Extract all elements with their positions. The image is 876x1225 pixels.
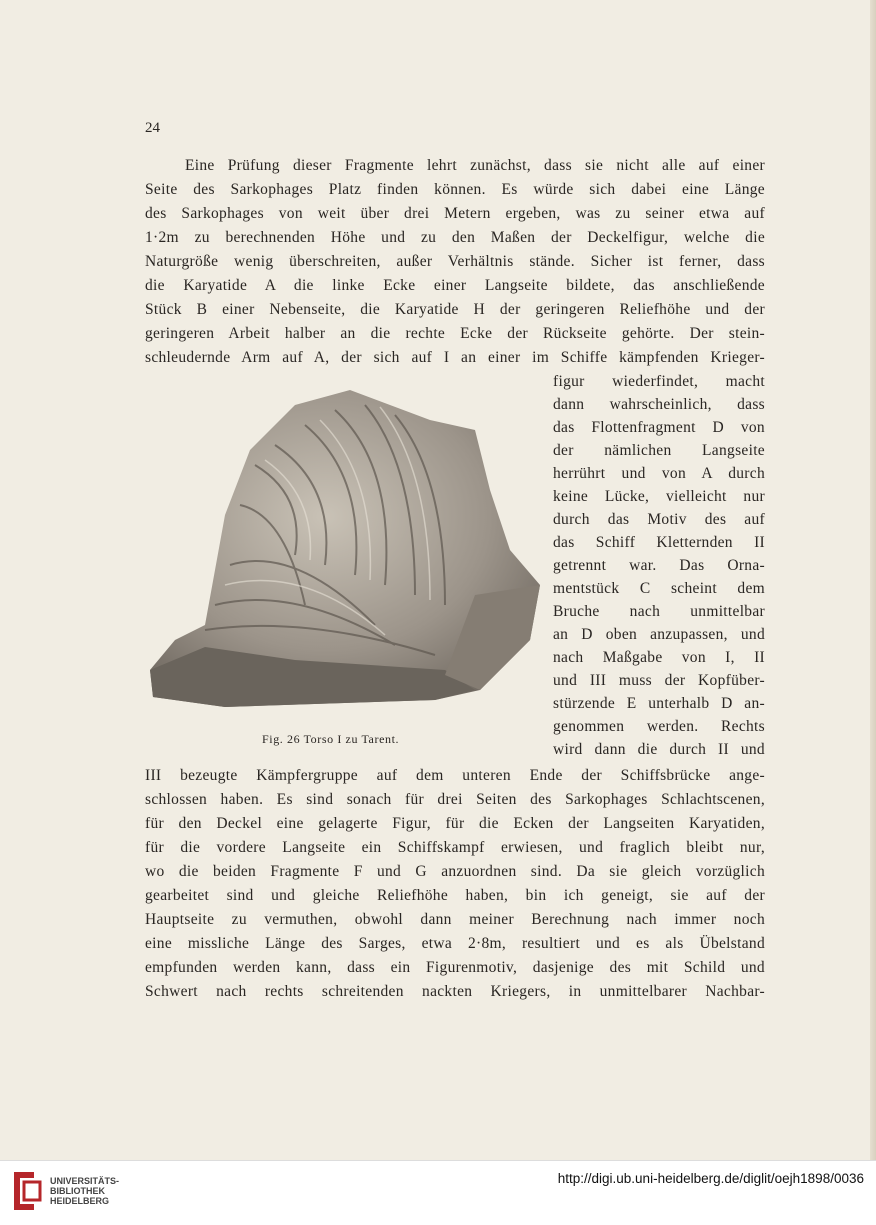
text-line: stürzende E unterhalb D an- — [553, 695, 765, 712]
text-line: Bruche nach unmittelbar — [553, 603, 765, 620]
library-name-line: HEIDELBERG — [50, 1196, 110, 1206]
text-line: keine Lücke, vielleicht nur — [553, 488, 765, 505]
text-line: und III muss der Kopfüber- — [553, 672, 765, 689]
text-line: eine missliche Länge des Sarges, etwa 2·8m, resultiert und es als Übelstand — [145, 935, 765, 952]
footer-bar — [0, 1160, 876, 1225]
text-line: durch das Motiv des auf — [553, 511, 765, 528]
text-line: Hauptseite zu vermuthen, obwohl dann meiner Berechnung nach immer noch — [145, 911, 765, 928]
torso-relief-image — [145, 385, 545, 715]
library-name-line: BIBLIOTHEK — [50, 1186, 105, 1196]
text-line: herrührt und von A durch — [553, 465, 765, 482]
text-line: der nämlichen Langseite — [553, 442, 765, 459]
text-line: wo die beiden Fragmente F und G anzuordnen sind. Da sie gleich vorzüglich — [145, 863, 765, 880]
library-name — [50, 1176, 119, 1206]
text-line: des Sarkophages von weit über drei Metern ergeben, was zu seiner etwa auf — [145, 205, 765, 222]
text-line: das Schiff Kletternden II — [553, 534, 765, 551]
text-line: mentstück C scheint dem — [553, 580, 765, 597]
text-line: figur wiederfindet, macht — [553, 373, 765, 390]
text-line: schleudernde Arm auf A, der sich auf I an einer im Schiffe kämpfenden Krieger- — [145, 349, 765, 366]
text-line: gearbeitet sind und gleiche Reliefhöhe haben, bin ich geneigt, sie auf der — [145, 887, 765, 904]
text-line: Seite des Sarkophages Platz finden können. Es würde sich dabei eine Länge — [145, 181, 765, 198]
text-line: III bezeugte Kämpfergruppe auf dem unteren Ende der Schiffsbrücke ange- — [145, 767, 765, 784]
text-line: empfunden werden kann, dass ein Figurenmotiv, dasjenige des mit Schild und — [145, 959, 765, 976]
text-line: an D oben anzupassen, und — [553, 626, 765, 643]
figure-caption: Fig. 26 Torso I zu Tarent. — [262, 732, 400, 746]
text-line: Stück B einer Nebenseite, die Karyatide H der geringeren Reliefhöhe und der — [145, 301, 765, 318]
text-line: 1·2m zu berechnenden Höhe und zu den Maßen der Deckelfigur, welche die — [145, 229, 765, 246]
university-library-logo-icon[interactable] — [10, 1168, 44, 1214]
text-line: das Flottenfragment D von — [553, 419, 765, 436]
text-line: genommen werden. Rechts — [553, 718, 765, 735]
text-line: für den Deckel eine gelagerte Figur, für die Ecken der Langseiten Karyatiden, — [145, 815, 765, 832]
text-line: geringeren Arbeit halber an die rechte Ecke der Rückseite gehörte. Der stein- — [145, 325, 765, 342]
text-line: schlossen haben. Es sind sonach für drei Seiten des Sarkophages Schlachtscenen, — [145, 791, 765, 808]
text-line: nach Maßgabe von I, II — [553, 649, 765, 666]
text-line: Eine Prüfung dieser Fragmente lehrt zunächst, dass sie nicht alle auf einer — [185, 157, 765, 174]
page-number: 24 — [145, 120, 160, 136]
library-name-line: UNIVERSITÄTS- — [50, 1176, 120, 1186]
text-line: Naturgröße wenig überschreiten, außer Verhältnis stände. Sicher ist ferner, dass — [145, 253, 765, 270]
source-url-link[interactable]: http://digi.ub.uni-heidelberg.de/diglit/oejh1898/0036 — [557, 1171, 864, 1186]
text-line: dann wahrscheinlich, dass — [553, 396, 765, 413]
page-edge — [870, 0, 876, 1160]
text-line: wird dann die durch II und — [553, 741, 765, 758]
text-line: getrennt war. Das Orna- — [553, 557, 765, 574]
text-line: für die vordere Langseite ein Schiffskampf erwiesen, und fraglich bleibt nur, — [145, 839, 765, 856]
text-line: die Karyatide A die linke Ecke einer Langseite bildete, das anschließende — [145, 277, 765, 294]
text-line: Schwert nach rechts schreitenden nackten Kriegers, in unmittelbarer Nachbar- — [145, 983, 765, 1000]
